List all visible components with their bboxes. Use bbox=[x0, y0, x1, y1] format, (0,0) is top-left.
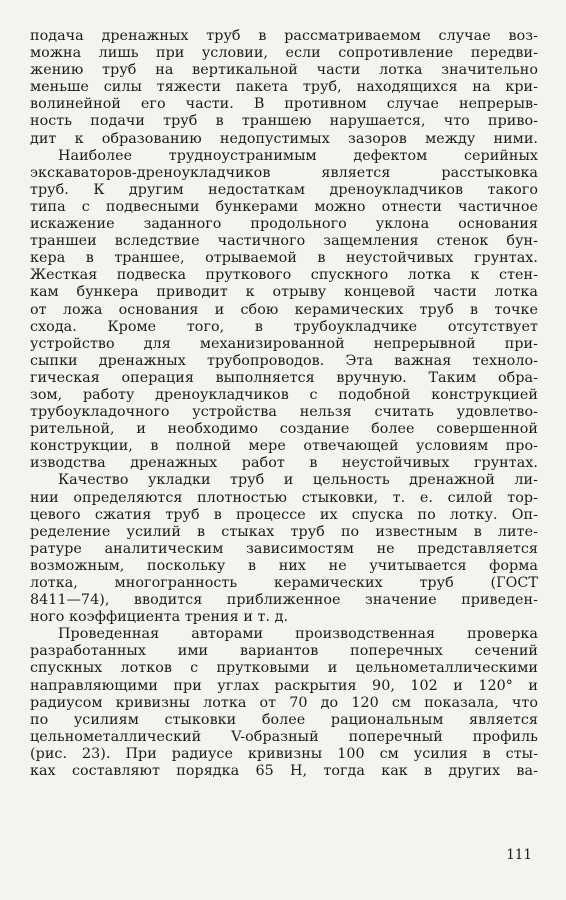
text-line: можна лишь при условии, если сопротивление передви- bbox=[30, 45, 538, 62]
text-line: волинейной его части. В противном случае непрерыв- bbox=[30, 96, 538, 113]
text-line: ность подачи труб в траншею нарушается, что приво- bbox=[30, 113, 538, 130]
text-line: 8411—74), вводится приближенное значение приведен- bbox=[30, 592, 538, 609]
text-line: типа с подвесными бункерами можно отнести частичное bbox=[30, 198, 538, 215]
paragraph-2 bbox=[30, 148, 538, 473]
text-line: схода. Кроме того, в трубоукладчике отсутствует bbox=[30, 318, 538, 335]
text-line: трубоукладочного устройства нельзя считать удовлетво- bbox=[30, 404, 538, 421]
text-line: лотка, многогранность керамических труб (ГОСТ bbox=[30, 575, 538, 591]
text-line: сыпки дренажных трубопроводов. Эта важная техноло- bbox=[30, 352, 538, 369]
text-line: возможным, поскольку в них не учитывается форма bbox=[30, 557, 538, 574]
text-line: цельнометаллический V-образный поперечный профиль bbox=[30, 728, 538, 745]
text-line: (рис. 23). При радиусе кривизны 100 см усилия в сты- bbox=[30, 745, 538, 762]
document-page bbox=[30, 28, 538, 868]
paragraph-1 bbox=[30, 28, 538, 148]
text-line: зом, работу дреноукладчиков с подобной конструкцией bbox=[30, 386, 538, 403]
text-line: направляющими при углах раскрытия 90, 102 и 120° и bbox=[30, 677, 538, 694]
paragraph-4 bbox=[30, 626, 538, 780]
text-line: Жесткая подвеска пруткового спускного лотка к стен- bbox=[30, 267, 538, 284]
text-line: кам бункера приводит к отрыву концевой части лотка bbox=[30, 284, 538, 301]
text-line: радиусом кривизны лотка от 70 до 120 см показала, что bbox=[30, 694, 538, 711]
text-line: изводства дренажных работ в неустойчивых грунтах. bbox=[30, 455, 538, 472]
text-line: ках составляют порядка 65 Н, тогда как в других ва- bbox=[30, 763, 538, 780]
text-line: ного коэффициента трения и т. д. bbox=[30, 609, 289, 626]
text-line: нии определяются плотностью стыковки, т. е. силой тор- bbox=[30, 489, 538, 506]
paragraph-3 bbox=[30, 472, 538, 626]
text-line: искажение заданного продольного уклона основания bbox=[30, 216, 538, 233]
text-line: траншеи вследствие частичного защемления стенок бун- bbox=[30, 233, 538, 250]
text-line: труб. К другим недостаткам дреноукладчиков такого bbox=[30, 181, 538, 198]
text-line: Качество укладки труб и цельность дренажной ли- bbox=[58, 472, 538, 489]
text-line: экскаваторов-дреноукладчиков является расстыковка bbox=[30, 164, 538, 181]
text-line: рительной, и необходимо создание более совершенной bbox=[30, 421, 538, 438]
text-line: кера в траншее, отрываемой в неустойчивых грунтах. bbox=[30, 250, 538, 267]
text-line: спускных лотков с прутковыми и цельнометаллическими bbox=[30, 660, 538, 677]
text-line: Наиболее трудноустранимым дефектом серийных bbox=[58, 147, 538, 164]
text-line: устройство для механизированной непрерывной при- bbox=[30, 335, 538, 352]
text-line: от ложа основания и сбою керамических труб в точке bbox=[30, 301, 538, 318]
text-line: подача дренажных труб в рассматриваемом случае воз- bbox=[30, 28, 538, 44]
text-line: цевого сжатия труб в процессе их спуска по лотку. Оп- bbox=[30, 506, 538, 523]
text-line: Проведенная авторами производственная проверка bbox=[58, 626, 538, 643]
text-line: ределение усилий в стыках труб по известным в лите- bbox=[30, 523, 538, 540]
text-line: жению труб на вертикальной части лотка значительно bbox=[30, 62, 538, 79]
text-line: гическая операция выполняется вручную. Таким обра- bbox=[30, 369, 538, 386]
text-line: ратуре аналитическим зависимостям не представляется bbox=[30, 540, 538, 557]
text-line: по усилиям стыковки более рациональным является bbox=[30, 711, 538, 728]
text-line: дит к образованию недопустимых зазоров между ними. bbox=[30, 130, 538, 147]
text-line: меньше силы тяжести пакета труб, находящихся на кри- bbox=[30, 79, 538, 96]
page-number: 111 bbox=[506, 847, 532, 863]
text-line: разработанных ими вариантов поперечных сечений bbox=[30, 643, 538, 660]
text-line: конструкции, в полной мере отвечающей условиям про- bbox=[30, 438, 538, 455]
